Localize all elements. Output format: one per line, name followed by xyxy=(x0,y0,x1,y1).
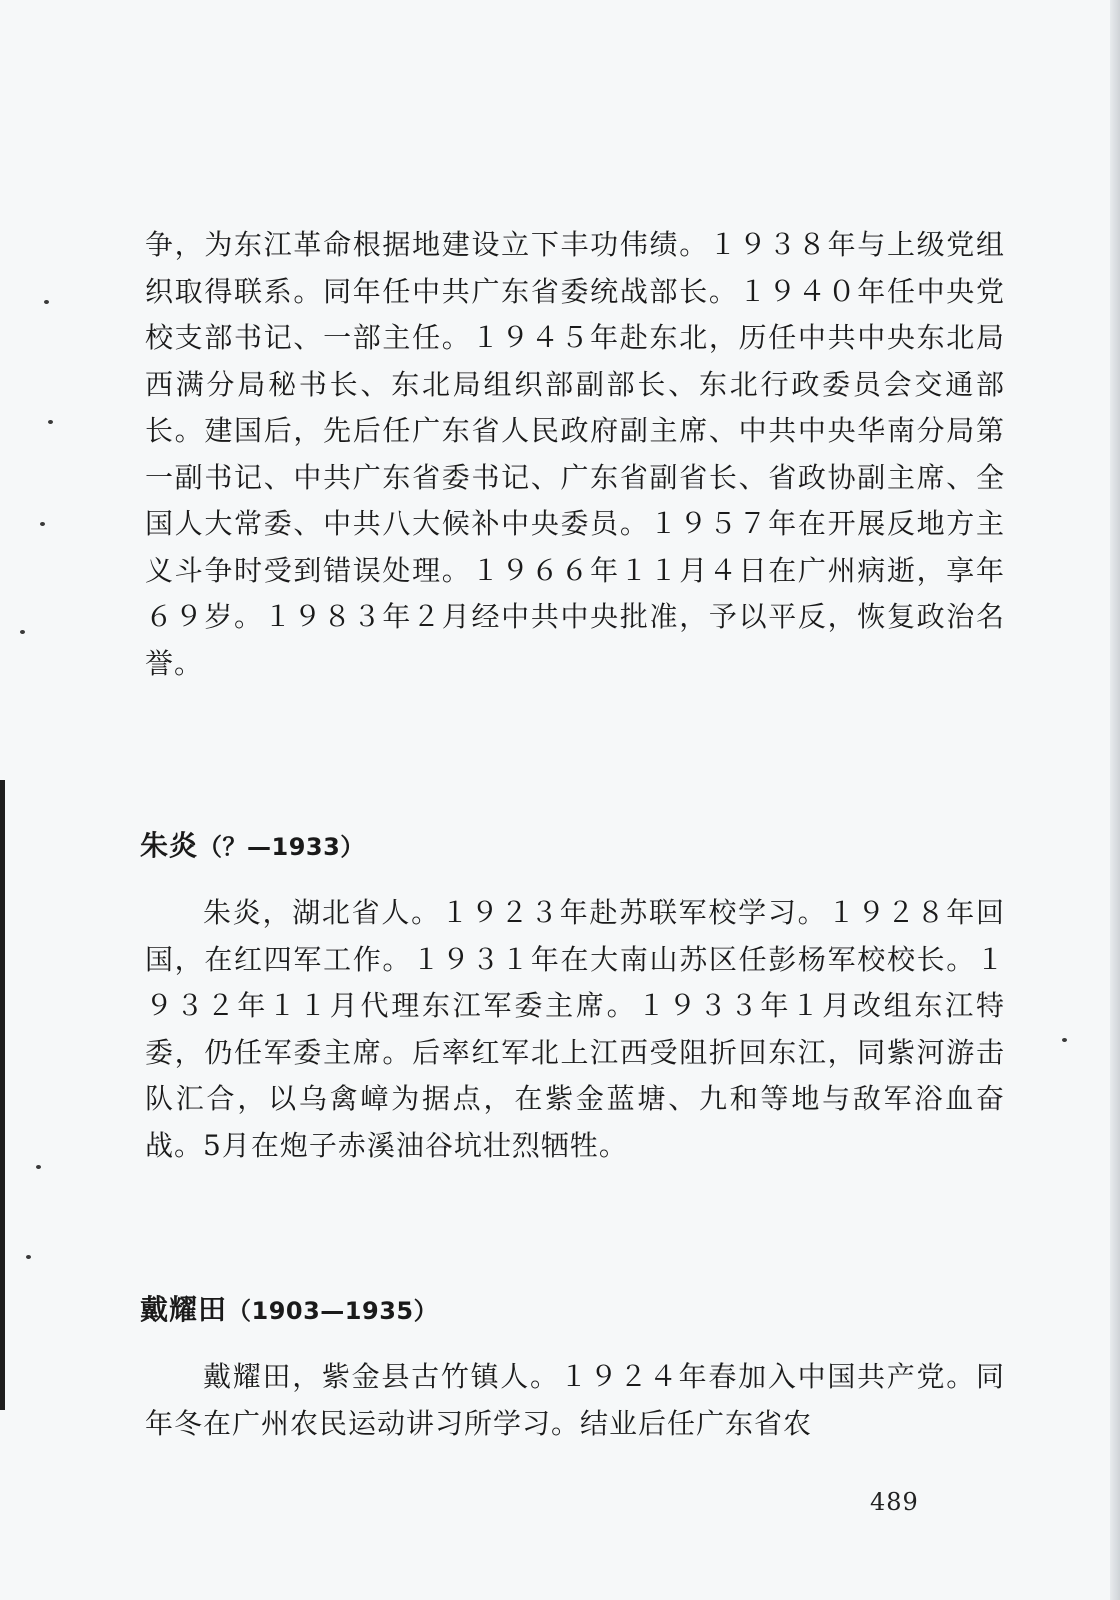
entry-heading xyxy=(140,1292,438,1329)
entry-dates: （？—1933） xyxy=(198,833,365,861)
scan-speck xyxy=(44,300,49,304)
entry-name: 朱炎 xyxy=(140,829,199,862)
scan-speck xyxy=(48,420,53,424)
scan-speck xyxy=(36,1165,41,1169)
scan-speck xyxy=(40,522,45,526)
biography-text: 戴耀田，紫金县古竹镇人。１９２４年春加入中国共产党。同年冬在广州农民运动讲习所学习。结业后任广东省农 xyxy=(145,1360,1005,1440)
biography-continuation xyxy=(145,222,1005,687)
scan-edge-right xyxy=(1110,0,1120,1600)
entry-name: 戴耀田 xyxy=(140,1293,228,1326)
scan-speck xyxy=(26,1255,31,1259)
biography-text: 朱炎，湖北省人。１９２３年赴苏联军校学习。１９２８年回国，在红四军工作。１９３１年在大南山苏区任彭杨军校校长。１９３２年１１月代理东江军委主席。１９３３年１月改组东江特委，仍任军委主席。后率红军北上江西受阻折回东江，同紫河游击队汇合，以乌禽嶂为据点，在紫金蓝塘、九和等地与敌军浴血奋战。5月在炮子赤溪油谷坑壮烈牺牲。 xyxy=(145,896,1005,1162)
biography-entry xyxy=(145,890,1005,1169)
scan-speck xyxy=(1062,1038,1067,1042)
entry-dates: （1903—1935） xyxy=(227,1297,439,1325)
page-number: 489 xyxy=(870,1488,919,1516)
entry-heading xyxy=(140,828,365,865)
biography-entry xyxy=(145,1354,1005,1447)
scan-edge-left xyxy=(0,780,5,1410)
biography-text: 争，为东江革命根据地建设立下丰功伟绩。１９３８年与上级党组织取得联系。同年任中共广东省委统战部长。１９４０年任中央党校支部书记、一部主任。１９４５年赴东北，历任中共中央东北局西满分局秘书长、东北局组织部副部长、东北行政委员会交通部长。建国后，先后任广东省人民政府副主席、中共中央华南分局第一副书记、中共广东省委书记、广东省副省长、省政协副主席、全国人大常委、中共八大候补中央委员。１９５７年在开展反地方主义斗争时受到错误处理。１９６６年１１月４日在广州病逝，享年６９岁。１９８３年２月经中共中央批准，予以平反，恢复政治名誉。 xyxy=(145,228,1005,680)
scan-speck xyxy=(20,630,25,634)
